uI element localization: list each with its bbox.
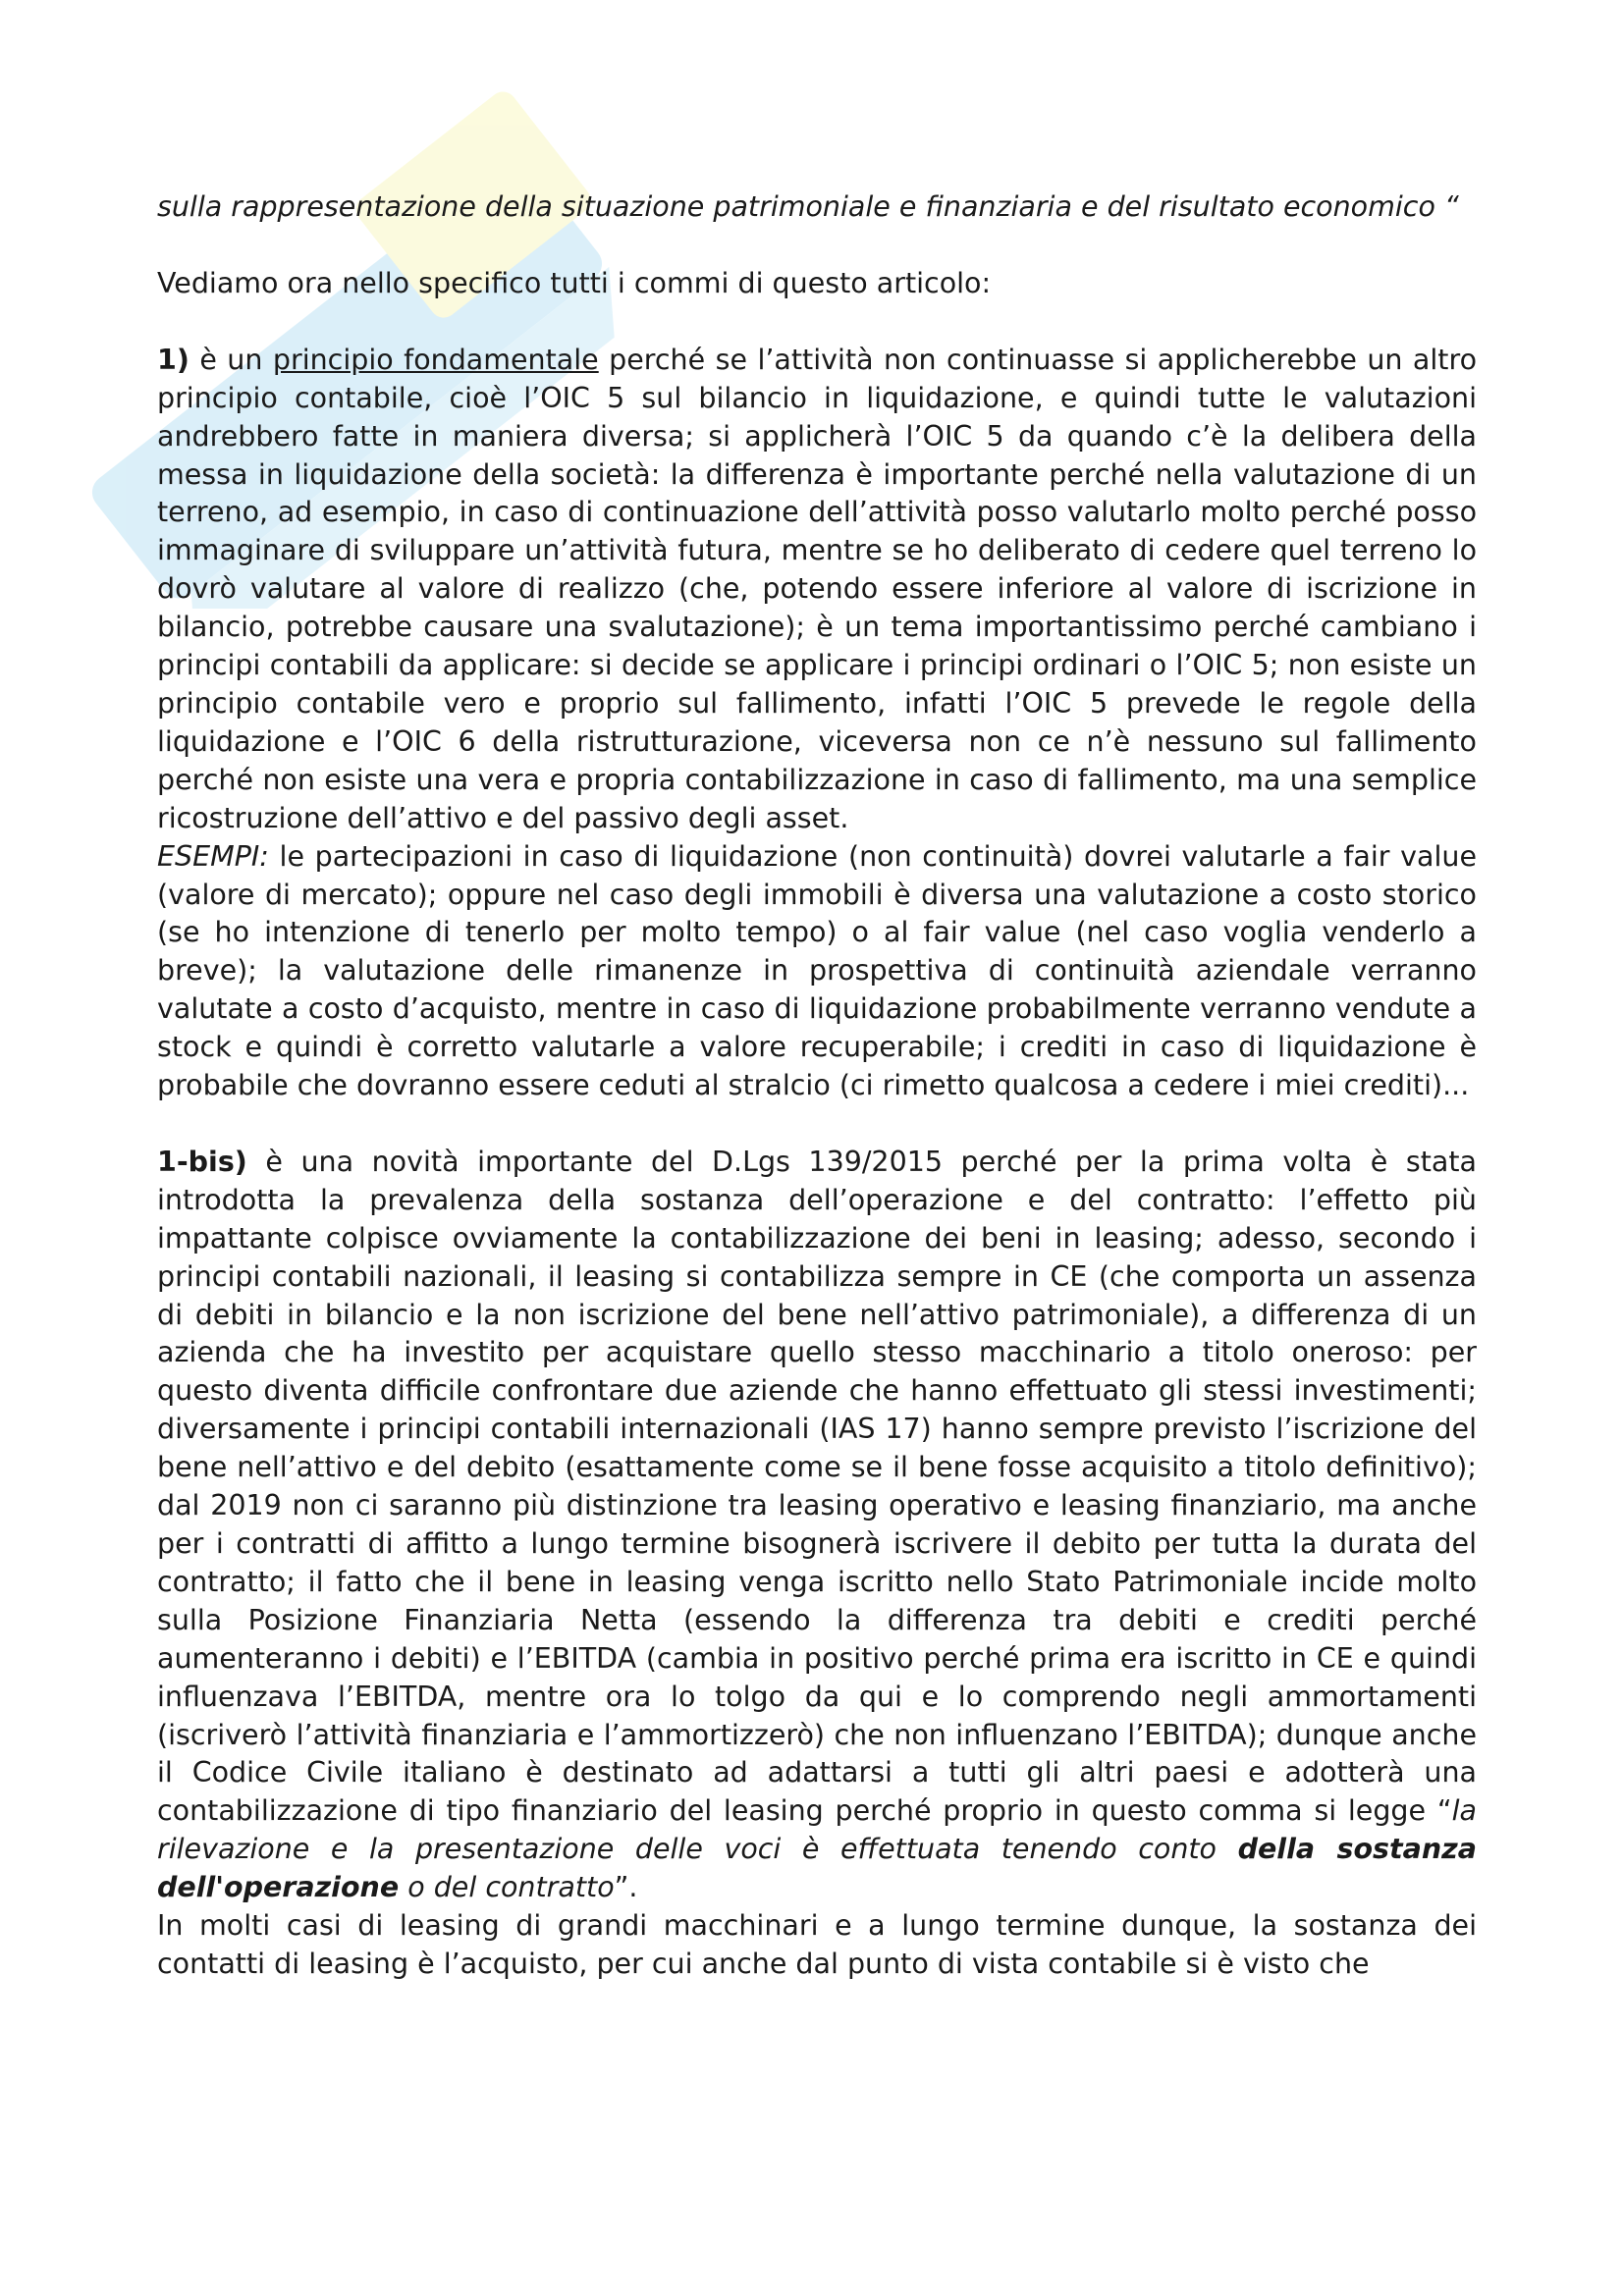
document-page (157, 188, 1477, 1984)
comma-1-label: 1) (157, 343, 189, 376)
quote-bold: della sostanza dell'operazione (157, 1833, 1477, 1904)
paragraph-leasing-substance: In molti casi di leasing di grandi macchinari e a lungo termine dunque, la sostanza dei contatti di leasing è l’acquisto, per cui anche dal punto di vista contabile si è visto che (157, 1909, 1477, 1980)
paragraph-comma-1-bis: 1-bis) è una novità importante del D.Lgs 139/2015 perché per la prima volta è stata introdotta la prevalenza della sostanza dell’operazione e del contratto: l’effetto più impattante colpisce ovviamente la contabilizzazione dei beni in leasing; adesso, secondo i principi contabili nazionali, il leasing si contabilizza sempre in CE (che comporta un assenza di debiti in bilancio e la non iscrizione del bene nell’attivo patrimoniale), a differenza di un azienda che ha investito per acquistare quello stesso macchinario a titolo oneroso: per questo diventa difficile confrontare due aziende che hanno effettuato gli stessi investimenti; diversamente i principi contabili internazionali (IAS 17) hanno sempre previsto l’iscrizione del bene nell’attivo e del debito (esattamente come se il bene fosse acquisito a titolo definitivo); dal 2019 non ci saranno più distinzione tra leasing operativo e leasing finanziario, ma anche per i contratti di affitto a lungo termine bisognerà iscrivere il debito per tutta la durata del contratto; il fatto che il bene in leasing venga iscritto nello Stato Patrimoniale incide molto sulla Posizione Finanziaria Netta (essendo la differenza tra debiti e crediti perché aumenteranno i debiti) e l’EBITDA (cambia in positivo perché prima era iscritto in CE e quindi influenzava l’EBITDA, mentre ora lo tolgo da qui e lo comprendo negli ammortamenti (iscriverò l’attività finanziaria e l’ammortizzerò) che non influenzano l’EBITDA); dunque anche il Codice Civile italiano è destinato ad adattarsi a tutti gli altri paesi e adotterà una contabilizzazione di tipo finanziario del leasing perché proprio in questo comma si legge “la rilevazione e la presentazione delle voci è effettuata tenendo conto della sostanza dell'operazione o del contratto”. (157, 1145, 1477, 1904)
quote-italic: la rilevazione e la presentazione delle voci è effettuata tenendo conto (157, 1794, 1477, 1866)
paragraph-intro-continued: sulla rappresentazione della situazione patrimoniale e finanziaria e del risultato economico “ (157, 190, 1459, 223)
paragraph-comma-1: 1) è un principio fondamentale perché se l’attività non continuasse si applicherebbe un altro principio contabile, cioè l’OIC 5 sul bilancio in liquidazione, e quindi tutte le valutazioni andrebbero fatte in maniera diversa; si applicherà l’OIC 5 da quando c’è la delibera della messa in liquidazione della società: la differenza è importante perché nella valutazione di un terreno, ad esempio, in caso di continuazione dell’attività posso valutarlo molto perché posso immaginare di sviluppare un’attività futura, mentre se ho deliberato di cedere quel terreno lo dovrò valutare al valore di realizzo (che, potendo essere inferiore al valore di iscrizione in bilancio, potrebbe causare una svalutazione); è un tema importantissimo perché cambiano i principi contabili da applicare: si decide se applicare i principi ordinari o l’OIC 5; non esiste un principio contabile vero e proprio sul fallimento, infatti l’OIC 5 prevede le regole della liquidazione e l’OIC 6 della ristrutturazione, viceversa non ce n’è nessuno sul fallimento perché non esiste una vera e propria contabilizzazione in caso di fallimento, ma una semplice ricostruzione dell’attivo e del passivo degli asset. (157, 343, 1478, 834)
paragraph-examples: ESEMPI: le partecipazioni in caso di liquidazione (non continuità) dovrei valutarle a fair value (valore di mercato); oppure nel caso degli immobili è diversa una valutazione a costo storico (se ho intenzione di tenerlo per molto tempo) o al fair value (nel caso voglia venderlo a breve); la valutazione delle rimanenze in prospettiva di continuità aziendale verranno valutate a costo d’acquisto, mentre in caso di liquidazione probabilmente verranno vendute a stock e quindi è corretto valutarle a valore recuperabile; i crediti in caso di liquidazione è probabile che dovranno essere ceduti al stralcio (ci rimetto qualcosa a cedere i miei crediti)... (157, 839, 1477, 1102)
paragraph-gap (157, 227, 1477, 265)
quote-tail: o del contratto (399, 1871, 615, 1904)
comma-1-bis-label: 1-bis) (157, 1145, 247, 1178)
underlined-term: principio fondamentale (272, 343, 599, 376)
paragraph-overview: Vediamo ora nello specifico tutti i commi di questo articolo: (157, 266, 992, 299)
paragraph-gap (157, 1105, 1477, 1144)
paragraph-gap (157, 303, 1477, 342)
examples-label: ESEMPI: (157, 839, 269, 873)
